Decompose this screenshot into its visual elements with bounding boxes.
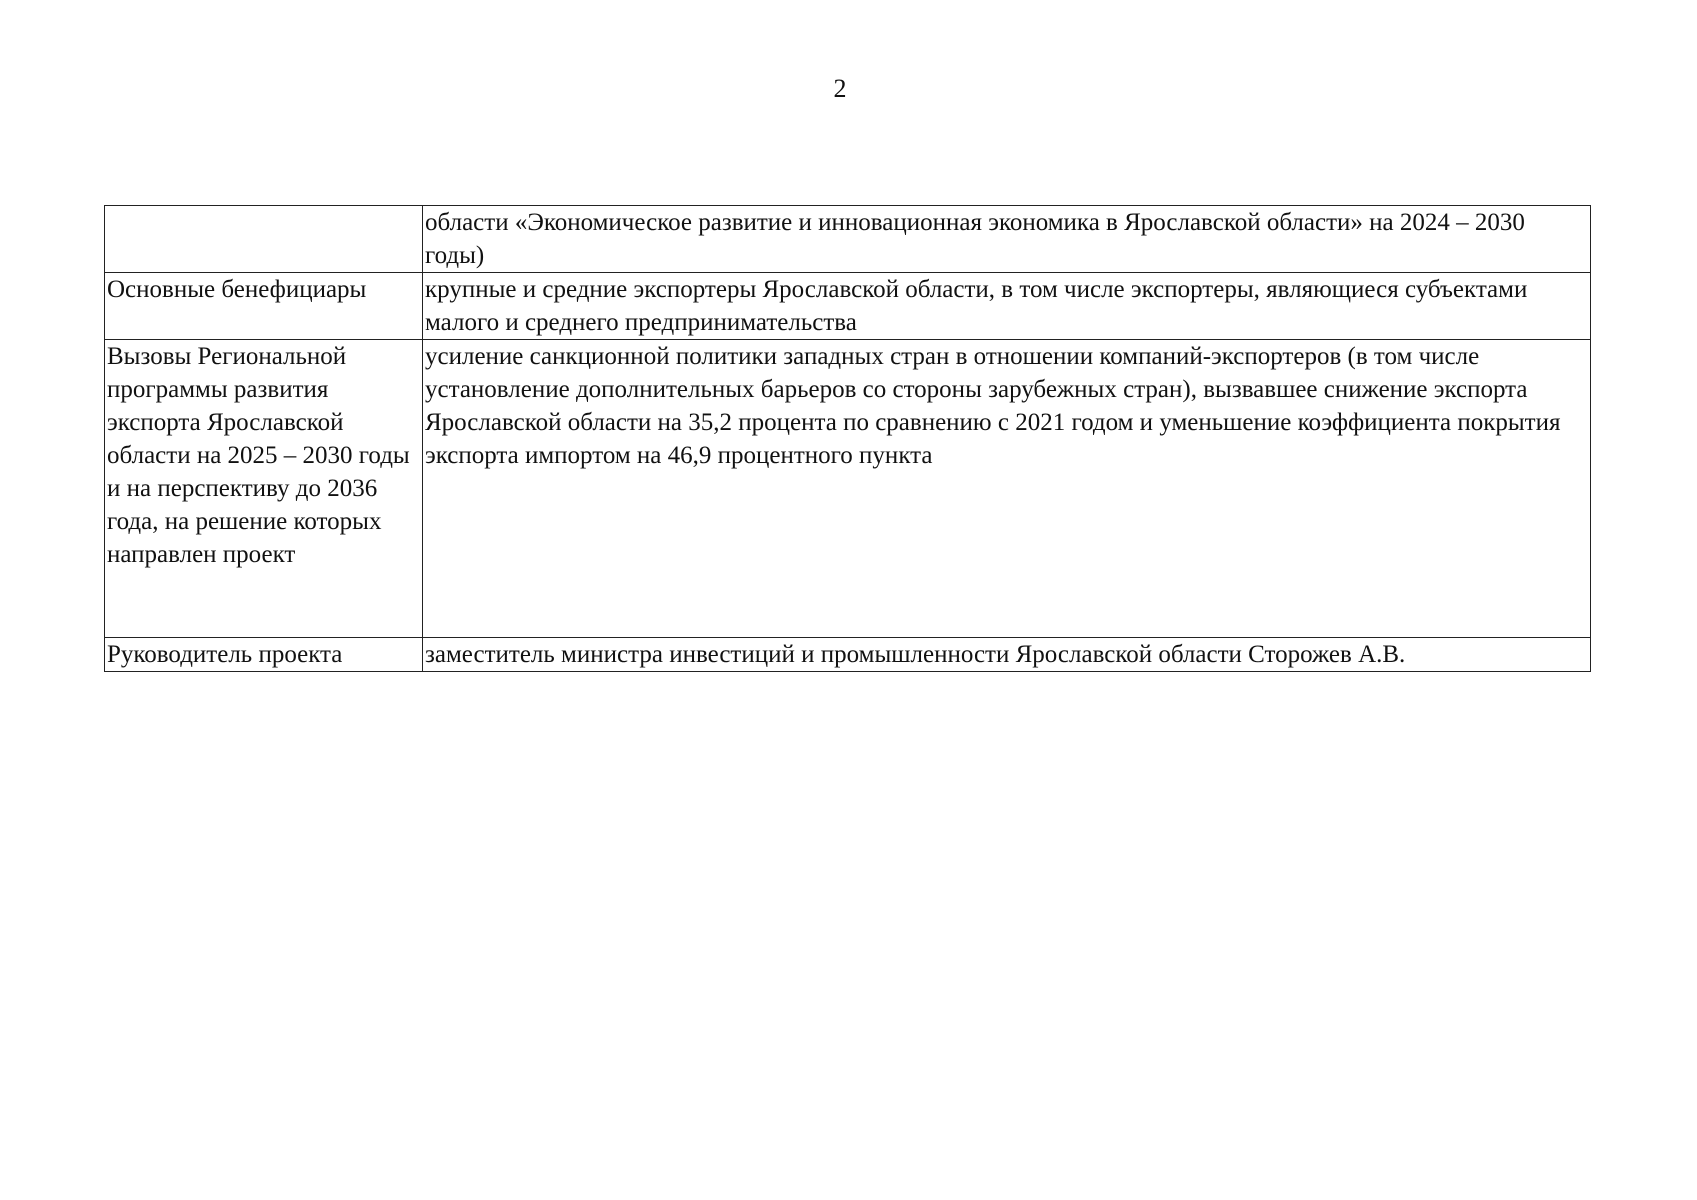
row-label: Вызовы Региональной программы развития экспорта Ярославской области на 2025 – 2030 годы и на перспективу до 2036 года, на решение которых направлен проект: [105, 340, 423, 638]
row-value: крупные и средние экспортеры Ярославской области, в том числе экспортеры, являющиеся субъектами малого и среднего предпринимательства: [423, 273, 1591, 340]
table-row: [105, 638, 1591, 672]
page-number: 2: [833, 74, 847, 103]
row-label: Основные бенефициары: [105, 273, 423, 340]
row-label: Руководитель проекта: [105, 638, 423, 672]
row-value: усиление санкционной политики западных стран в отношении компаний-экспортеров (в том числе установление дополнительных барьеров со стороны зарубежных стран), вызвавшее снижение экспорта Ярославской области на 35,2 процента по сравнению с 2021 годом и уменьшение коэффициента покрытия экспорта импортом на 46,9 процентного пункта: [423, 340, 1591, 638]
table-row: [105, 206, 1591, 273]
project-passport-table: [104, 205, 1591, 672]
row-label: [105, 206, 423, 273]
table-row: [105, 273, 1591, 340]
row-value: заместитель министра инвестиций и промышленности Ярославской области Сторожев А.В.: [423, 638, 1591, 672]
row-value: области «Экономическое развитие и инновационная экономика в Ярославской области» на 2024 – 2030 годы): [423, 206, 1591, 273]
table-row: [105, 340, 1591, 638]
